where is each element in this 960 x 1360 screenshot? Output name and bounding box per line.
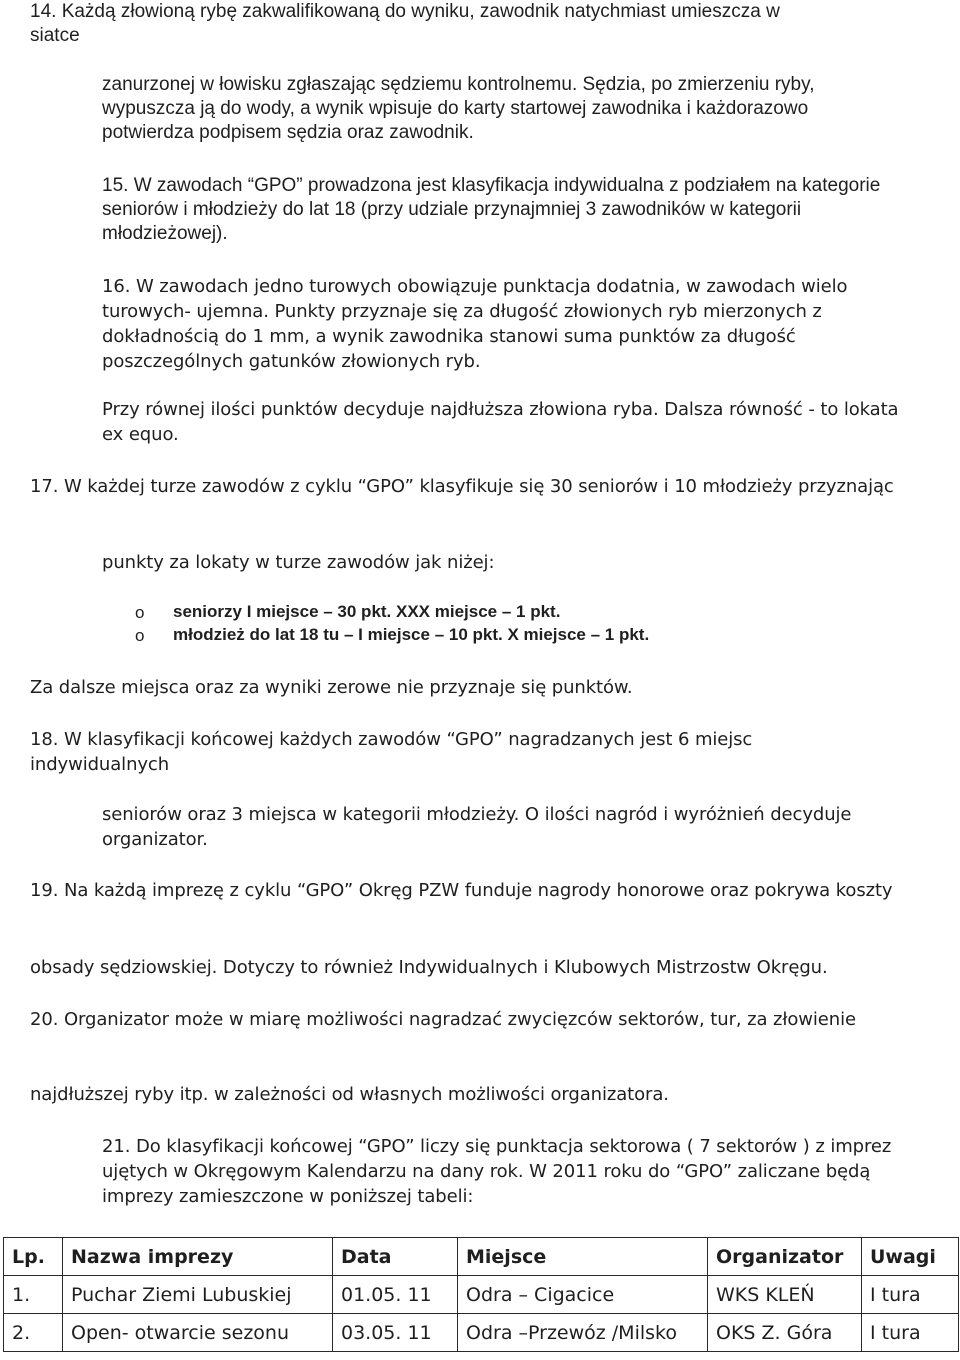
- paragraph-19-continuation: obsady sędziowskiej. Dotyczy to również Indywidualnych i Klubowych Mistrzostw Okręgu.: [30, 957, 828, 978]
- table-cell: WKS KLEŃ: [708, 1276, 862, 1314]
- paragraph-15: 15. W zawodach “GPO” prowadzona jest klasyfikacja indywidualna z podziałem na kategorie seniorów i młodzieży do lat 18 (przy udziale przynajmniej 3 zawodników w kategorii młodzieżowej).: [102, 175, 881, 244]
- table-row: [4, 1276, 959, 1314]
- table-row: [4, 1314, 959, 1352]
- paragraph-17-after: Za dalsze miejsca oraz za wyniki zerowe nie przyznaje się punktów.: [30, 677, 633, 698]
- paragraph-21: 21. Do klasyfikacji końcowej “GPO” liczy się punktacja sektorowa ( 7 sektorów ) z imprez ujętych w Okręgowym Kalendarzu na dany rok. W 2011 roku do “GPO” zaliczane będą imprezy zamieszczone w poniższej tabeli:: [102, 1136, 892, 1207]
- paragraph-17-heading: 17. W każdej turze zawodów z cyklu “GPO” klasyfikuje się 30 seniorów i 10 młodzieży przyznając: [30, 476, 894, 497]
- paragraph-18-heading: 18. W klasyfikacji końcowej każdych zawodów “GPO” nagradzanych jest 6 miejsc indywidualnych: [30, 729, 753, 775]
- paragraph-14-heading: [30, 0, 955, 48]
- points-item-seniors: seniorzy I miejsce – 30 pkt. XXX miejsce – 1 pkt.: [173, 602, 561, 621]
- bullet-marker: o: [135, 603, 145, 622]
- column-header: Data: [333, 1238, 458, 1276]
- paragraph-17-intro: punkty za lokaty w turze zawodów jak niżej:: [102, 552, 495, 573]
- table-cell: I tura: [862, 1276, 959, 1314]
- column-header: Miejsce: [458, 1238, 708, 1276]
- table-cell: Odra – Cigacice: [458, 1276, 708, 1314]
- table-cell: Puchar Ziemi Lubuskiej: [63, 1276, 333, 1314]
- table-cell: 03.05. 11: [333, 1314, 458, 1352]
- paragraph-14-continuation: zanurzonej w łowisku zgłaszając sędziemu kontrolnemu. Sędzia, po zmierzeniu ryby, wypuszcza ją do wody, a wynik wpisuje do karty startowej zawodnika i każdorazowo potwierdza podpisem sędzia oraz zawodnik.: [102, 74, 815, 143]
- column-header: Organizator: [708, 1238, 862, 1276]
- paragraph-14-line1: 14. Każdą złowioną rybę zakwalifikowaną do wyniku, zawodnik natychmiast umieszcza w: [30, 1, 780, 22]
- paragraph-16: 16. W zawodach jedno turowych obowiązuje punktacja dodatnia, w zawodach wielo turowych- ujemna. Punkty przyznaje się za długość złowionych ryb mierzonych z dokładnością do 1 mm, a wynik zawodnika stanowi suma punktów za długość poszczególnych gatunków złowionych ryb.: [102, 276, 848, 372]
- paragraph-20-continuation: najdłuższej ryby itp. w zależności od własnych możliwości organizatora.: [30, 1084, 669, 1105]
- column-header: Nazwa imprezy: [63, 1238, 333, 1276]
- table-cell: I tura: [862, 1314, 959, 1352]
- paragraph-16-tiebreak: Przy równej ilości punktów decyduje najdłuższa złowiona ryba. Dalsza równość - to lokata ex equo.: [102, 399, 899, 445]
- bullet-marker: o: [135, 626, 145, 645]
- paragraph-18-continuation: seniorów oraz 3 miejsca w kategorii młodzieży. O ilości nagród i wyróżnień decyduje organizator.: [102, 804, 852, 850]
- points-item-youth: młodzież do lat 18 tu – I miejsce – 10 pkt. X miejsce – 1 pkt.: [173, 625, 650, 644]
- table-header-row: [4, 1238, 959, 1276]
- paragraph-19-heading: 19. Na każdą imprezę z cyklu “GPO” Okręg PZW funduje nagrody honorowe oraz pokrywa koszty: [30, 880, 893, 901]
- column-header: Lp.: [4, 1238, 63, 1276]
- column-header: Uwagi: [862, 1238, 959, 1276]
- table-cell: Odra –Przewóz /Milsko: [458, 1314, 708, 1352]
- events-table: [3, 1237, 959, 1352]
- table-cell: 2.: [4, 1314, 63, 1352]
- table-cell: OKS Z. Góra: [708, 1314, 862, 1352]
- paragraph-20-heading: 20. Organizator może w miarę możliwości nagradzać zwycięzców sektorów, tur, za złowienie: [30, 1009, 856, 1030]
- table-cell: 01.05. 11: [333, 1276, 458, 1314]
- table-cell: Open- otwarcie sezonu: [63, 1314, 333, 1352]
- table-cell: 1.: [4, 1276, 63, 1314]
- paragraph-14-line2: siatce: [30, 25, 80, 46]
